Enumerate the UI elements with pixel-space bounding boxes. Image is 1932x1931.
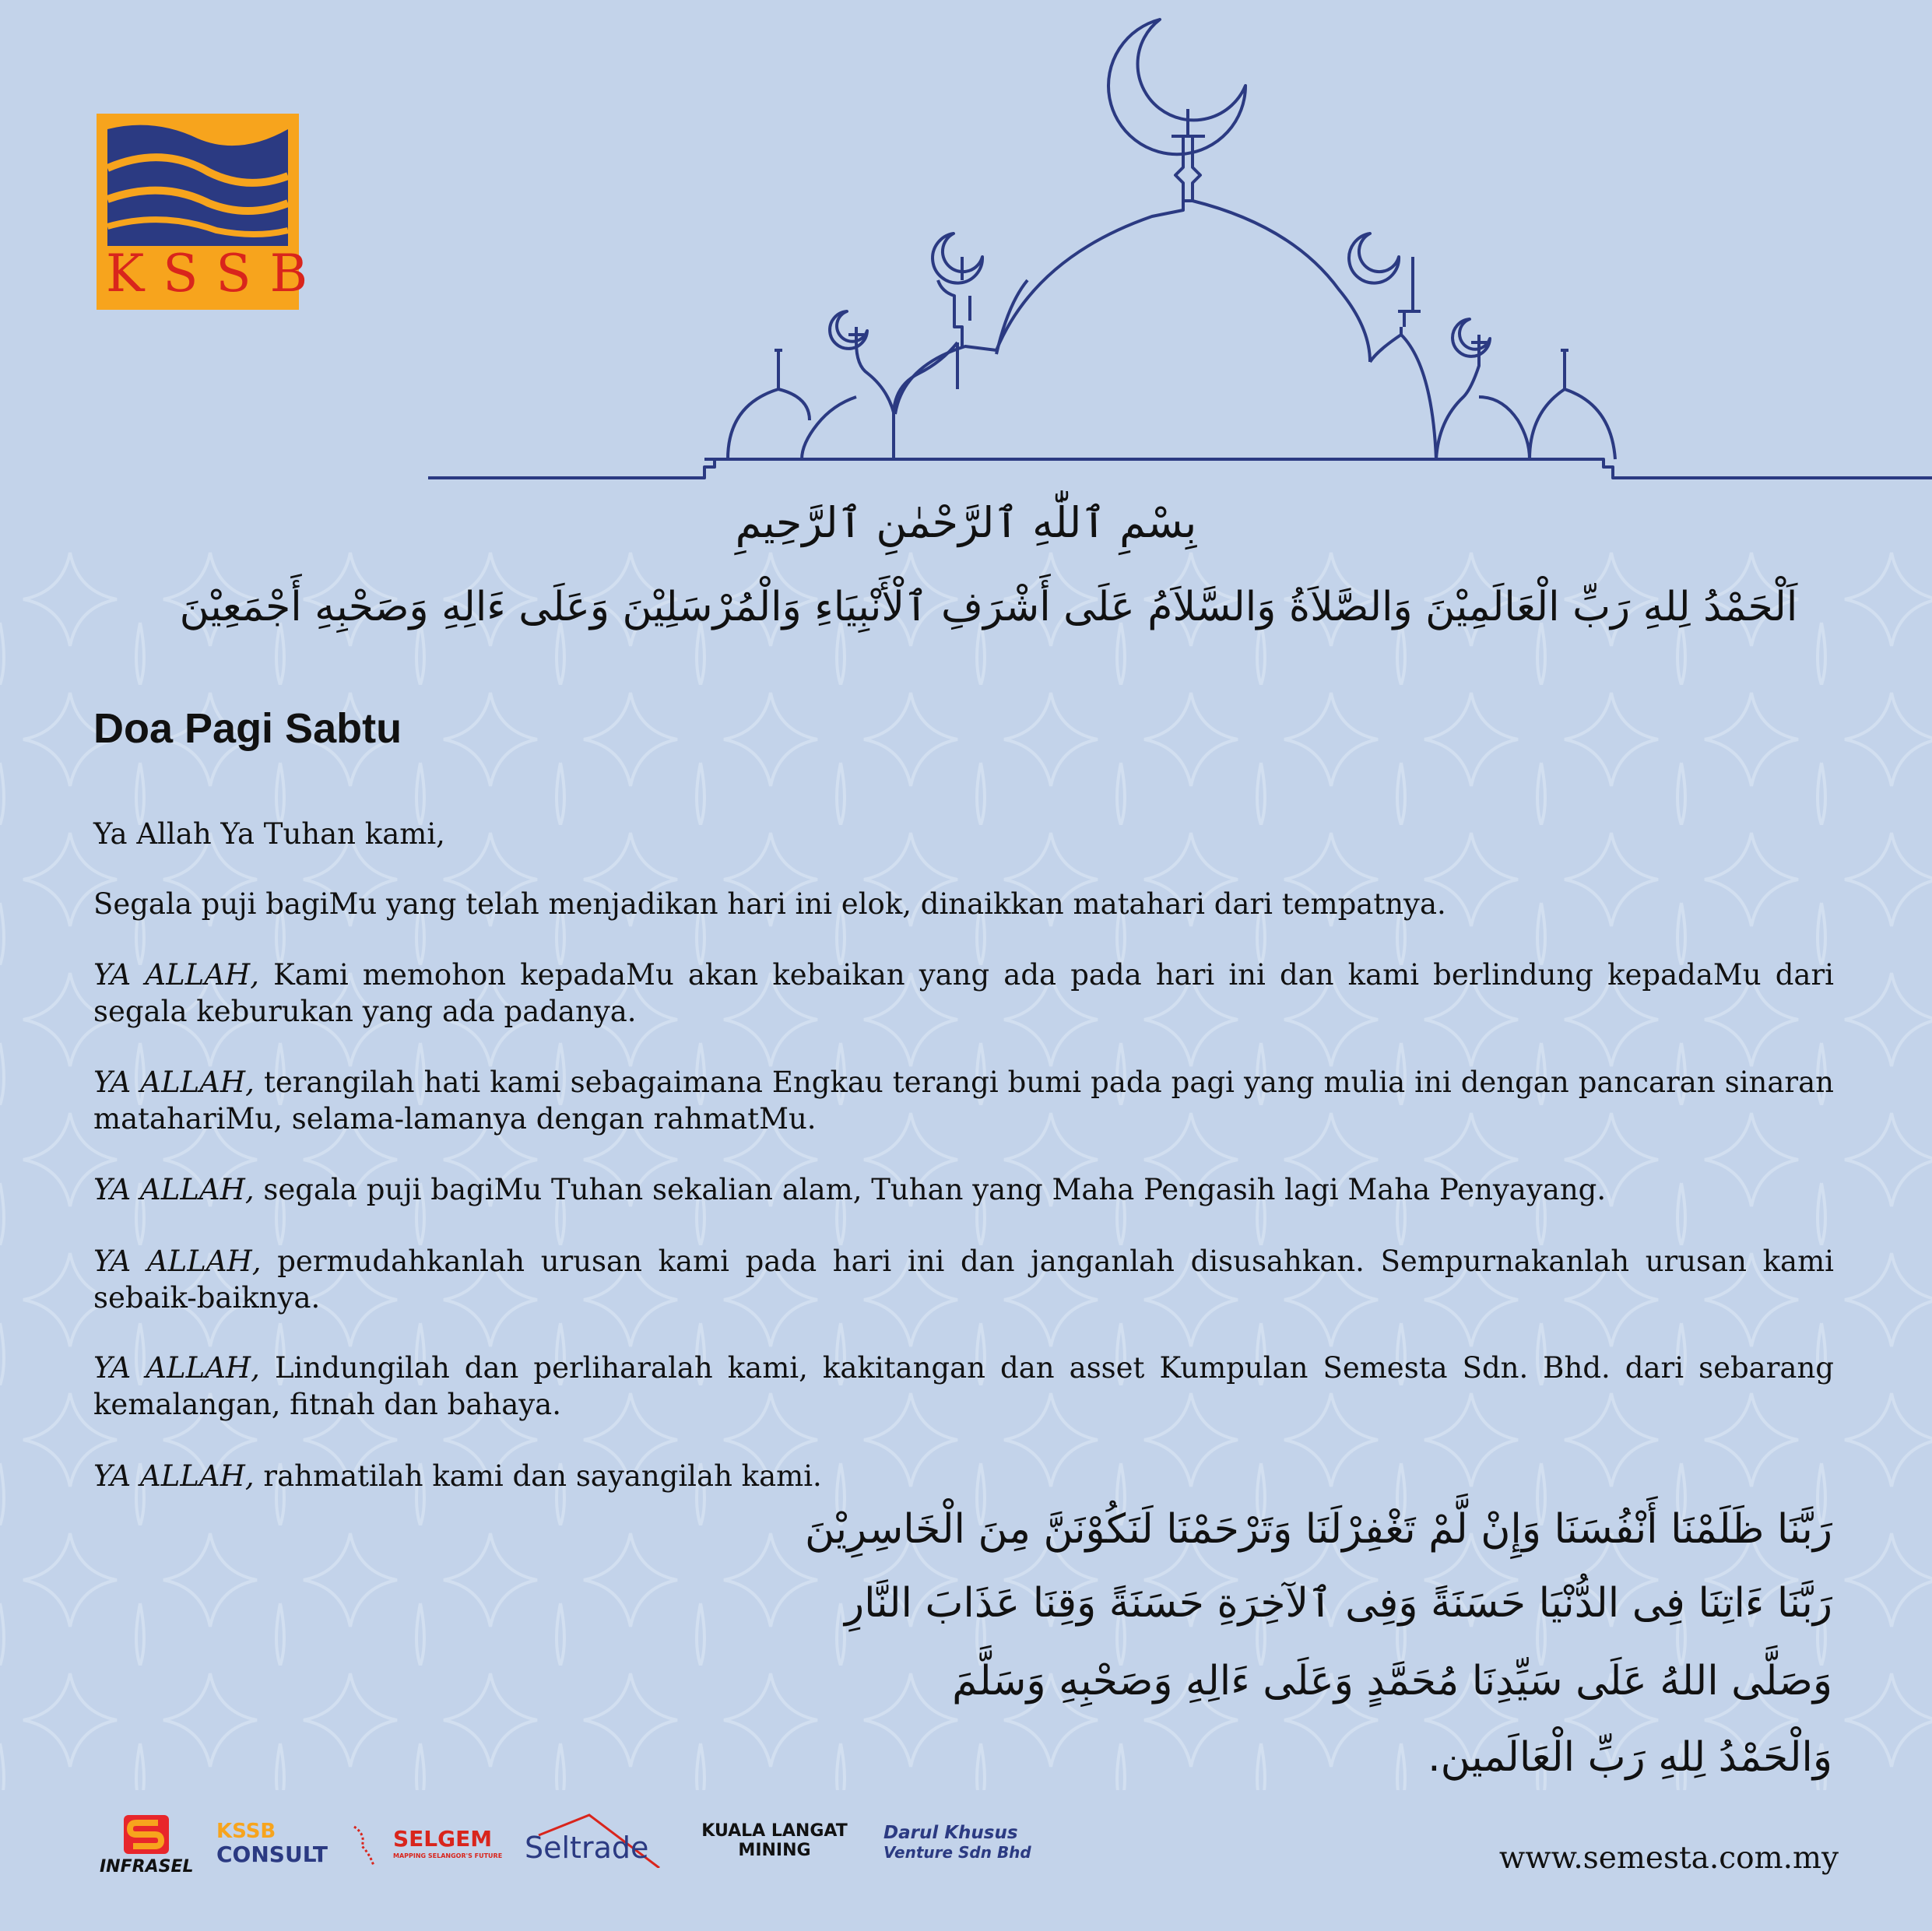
paragraph [93,1458,1834,1494]
waves-icon [107,121,288,254]
kssb-logo [97,114,327,310]
selgem-tagline: MAPPING SELANGOR'S FUTURE [393,1852,503,1859]
closing-dua-line: رَبَّنَا ظَلَمْنَا أَنْفُسَنَا وَإِنْ لَّمْ تَغْفِرْلَنَا وَتَرْحَمْنَا لَنَكُوْنَنَّ مِنَ الْخَاسِرِيْنَ [804,1506,1832,1553]
selgem-text: SELGEM [393,1826,493,1852]
kssb-consult-top: KSSB [216,1820,276,1843]
seltrade-text: Seltrade [525,1831,649,1865]
paragraph [93,886,1834,922]
paragraph-text: Segala puji bagiMu yang telah menjadikan hari ini elok, dinaikkan matahari dari tempatnya. [93,887,1446,921]
paragraph-lead: YA ALLAH, [93,1066,255,1099]
selgem-map-icon [346,1823,385,1870]
paragraph-text: segala puji bagiMu Tuhan sekalian alam, Tuhan yang Maha Pengasih lagi Maha Penyayang. [254,1173,1607,1206]
paragraph-text: rahmatilah kami dan sayangilah kami. [254,1459,822,1493]
bismillah: بِسْمِ ٱللّٰهِ ٱلرَّحْمٰنِ ٱلرَّحِيمِ [735,498,1197,547]
paragraph-lead: YA ALLAH, [93,1351,260,1385]
paragraph-lead: YA ALLAH, [93,1173,255,1206]
paragraph-lead: YA ALLAH, [93,1245,262,1278]
paragraph-text: terangilah hati kami sebagaimana Engkau terangi bumi pada pagi yang mulia ini dengan pancaran sinaran matahariMu, selama-lamanya dengan rahmatMu. [93,1066,1834,1136]
kuala-langat-logo [697,1821,852,1860]
kssb-consult-bottom: CONSULT [216,1841,328,1867]
paragraph-text: Kami memohon kepadaMu akan kebaikan yang ada pada hari ini dan kami berlindung kepadaMu dari segala keburukan yang ada padanya. [93,958,1834,1028]
paragraph-lead: YA ALLAH, [93,1459,255,1493]
paragraph [93,1243,1834,1316]
partner-logos [0,1813,1168,1884]
darul-khusus-text-1: Darul Khusus [883,1823,1018,1843]
opening-praise: اَلْحَمْدُ لِلهِ رَبِّ الْعَالَمِيْنَ وَالصَّلاَةُ وَالسَّلاَمُ عَلَى أَشْرَفِ ٱلْأَنْبِيَاءِ وَالْمُرْسَلِيْنَ وَعَلَى ءَالِهِ وَصَحْبِهِ أَجْمَعِيْنَ [179,584,1798,630]
infrasel-logo [100,1813,194,1884]
paragraph [93,1350,1834,1423]
paragraph [93,1064,1834,1137]
closing-dua-line: وَالْحَمْدُ لِلهِ رَبِّ الْعَالَمين. [1428,1734,1832,1781]
kuala-langat-text-2: MINING [738,1841,811,1860]
darul-khusus-logo [883,1823,1031,1862]
paragraph-text: Lindungilah dan perliharalah kami, kakitangan dan asset Kumpulan Semesta Sdn. Bhd. dari sebarang kemalangan, fitnah dan bahaya. [93,1351,1834,1421]
paragraph-lead: YA ALLAH, [93,958,259,992]
kssb-consult-logo [216,1820,328,1867]
website-link[interactable]: www.semesta.com.my [1498,1841,1839,1876]
kuala-langat-text-1: KUALA LANGAT [701,1821,848,1841]
paragraph [93,1171,1834,1208]
darul-khusus-text-2: Venture Sdn Bhd [883,1843,1031,1862]
closing-dua-line: وَصَلَّى اللهُ عَلَى سَيِّدِنَا مُحَمَّدٍ وَعَلَى ءَالِهِ وَصَحْبِهِ وَسَلَّمَ [952,1658,1832,1705]
paragraph-text: permudahkanlah urusan kami pada hari ini dan janganlah disusahkan. Sempurnakanlah urusan kami sebaik-baiknya. [93,1245,1834,1315]
paragraph [93,816,1834,852]
paragraph [93,957,1834,1030]
infrasel-s-icon [119,1813,174,1856]
paragraph-text: Ya Allah Ya Tuhan kami, [93,817,445,851]
infrasel-text: INFRASEL [100,1857,194,1877]
kssb-logo-text: KSSB [106,244,327,304]
closing-dua-line: رَبَّنَا ءَاتِنَا فِى الدُّنْيَا حَسَنَةً وَفِى ٱلآخِرَةِ حَسَنَةً وَقِنَا عَذَابَ النَّارِ [845,1580,1832,1627]
page-title: Doa Pagi Sabtu [93,705,402,752]
